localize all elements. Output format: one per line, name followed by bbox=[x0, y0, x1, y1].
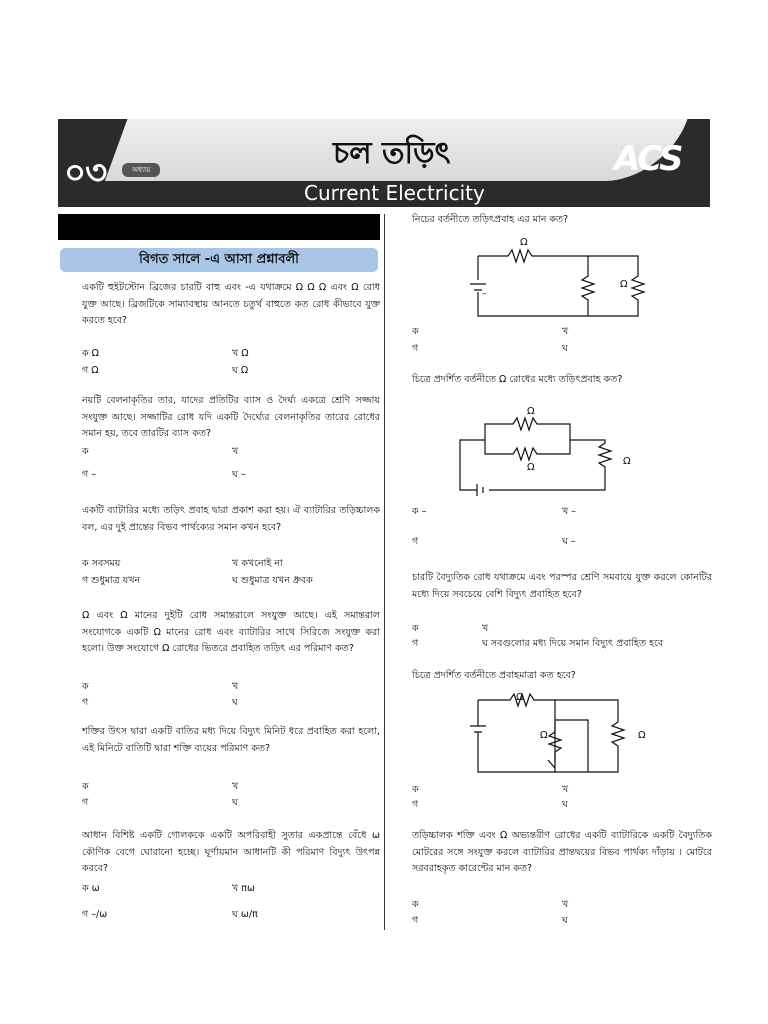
option[interactable]: গ bbox=[82, 797, 89, 808]
option[interactable]: খ bbox=[232, 681, 239, 692]
circuit-diagram-1 bbox=[470, 234, 650, 320]
label: Ω bbox=[638, 730, 646, 741]
option[interactable]: গ bbox=[412, 915, 419, 926]
question-r2: চিত্রে প্রদর্শিত বর্তনীতে Ω রোধের মধ্যে তড়িৎপ্রবাহ কত? bbox=[412, 374, 623, 385]
question-r3: চারটি বৈদ্যুতিক রোধ যথাক্রমে এবং পরস্পর শ্রেণি সমবায়ে যুক্ত করলে কোনটির মধ্যে দিয়ে সবচেয়ে বেশি বিদ্যুৎ প্রবাহিত হবে? bbox=[412, 572, 712, 600]
option[interactable]: ঘ bbox=[232, 797, 238, 808]
question-5: শক্তির উৎস দ্বারা একটি বাতির মধ্য দিয়ে বিদ্যুৎ মিনিট ধরে প্রবাহিত করা হলো, এই মিনিটে বাতিটি দ্বারা শক্তি ব্যয়ের পরিমাণ কত? bbox=[82, 726, 380, 754]
question-4: Ω এবং Ω মানের দুইটি রোধ সমান্তরালে সংযুক্ত আছে। এই সমান্তরাল সংযোগকে একটি Ω মানের রোধ এবং ব্যাটারির সাথে সিরিজে সংযুক্ত করা হলো। উক্ত সংযোগে Ω রোধের ভিতরে প্রবাহিত তড়িৎ এর পরিমাণ কত? bbox=[82, 610, 380, 654]
option[interactable]: ক সবসময় bbox=[82, 558, 121, 569]
circuit-diagram-2 bbox=[455, 402, 645, 498]
option[interactable]: ঘ ω/π bbox=[232, 909, 258, 920]
option[interactable]: ক bbox=[412, 784, 419, 795]
question-2: নয়টি বেলনাকৃতির তার, যাদের প্রতিটির ব্যাস ও দৈর্ঘ্য একত্রে শ্রেণি সজ্জায় সংযুক্ত আছে। সজ্জাটির রোধ যদি একটি দৈর্ঘ্যের বেলনাকৃতির তারের রোধের সমান হয়, তবে তারটির ব্যাস কত? bbox=[82, 395, 380, 439]
chapter-banner bbox=[58, 119, 710, 207]
circuit-diagram-3 bbox=[470, 690, 660, 776]
chapter-number: ০৩ bbox=[64, 153, 107, 193]
option[interactable]: ক ω bbox=[82, 883, 100, 894]
option[interactable]: গ শুধুমাত্র যখন bbox=[82, 575, 141, 586]
option[interactable]: খ bbox=[232, 446, 239, 457]
chapter-title-bn: চল তড়িৎ bbox=[333, 136, 451, 171]
option[interactable]: ক bbox=[412, 899, 419, 910]
option[interactable]: ক bbox=[412, 326, 419, 337]
label: Ω bbox=[527, 462, 535, 473]
option[interactable]: ঘ bbox=[562, 343, 568, 354]
option[interactable]: গ bbox=[412, 536, 419, 547]
option[interactable]: ঘ শুধুমাত্র যখন ধ্রুবক bbox=[232, 575, 313, 586]
black-bar bbox=[58, 214, 380, 240]
chapter-word: অধ্যায় bbox=[122, 163, 160, 177]
label: Ω bbox=[620, 279, 628, 290]
label: – bbox=[482, 289, 487, 299]
option[interactable]: খ Ω bbox=[232, 348, 249, 359]
option[interactable]: গ bbox=[82, 697, 89, 708]
option[interactable]: গ bbox=[412, 343, 419, 354]
option[interactable]: খ bbox=[562, 784, 569, 795]
option[interactable]: খ bbox=[562, 326, 569, 337]
column-divider bbox=[384, 214, 385, 930]
option[interactable]: ক bbox=[82, 681, 89, 692]
label: Ω bbox=[540, 730, 548, 741]
question-r5: তড়িচ্চালক শক্তি এবং Ω অভ্যন্তরীণ রোধের একটি ব্যাটারিকে একটি বৈদ্যুতিক মোটরের সঙ্গে সংযুক্ত করলে ব্যাটারির প্রান্তদ্বয়ের বিভব পার্থক্য দাঁড়ায় । মোটরে সরবরাহকৃত কারেন্টের মান কত? bbox=[412, 830, 712, 874]
question-3: একটি ব্যাটারির মধ্যে তড়িৎ প্রবাহ দ্বারা প্রকাশ করা হয়। ঐ ব্যাটারির তড়িচ্চালক বল, এর দুই প্রান্তের বিভব পার্থক্যের সমান কখন হবে? bbox=[82, 505, 380, 533]
option[interactable]: ক – bbox=[412, 506, 427, 517]
option[interactable]: ক bbox=[82, 446, 89, 457]
option[interactable]: ক bbox=[82, 781, 89, 792]
option[interactable]: ঘ – bbox=[562, 536, 576, 547]
section-title: বিগত সালে -এ আসা প্রশ্নাবলী bbox=[60, 248, 378, 272]
option[interactable]: গ Ω bbox=[82, 365, 99, 376]
question-1: একটি হুইটস্টোন ব্রিজের চারটি বাহু এবং -এ যথাক্রমে Ω Ω Ω এবং Ω রোধ যুক্ত আছে। ব্রিজটিকে সাম্যাবস্থায় আনতে চতুর্থ বাহুতে কত রোধ কীভাবে যুক্ত করতে হবে? bbox=[82, 282, 380, 326]
acs-logo: ACS bbox=[614, 139, 682, 179]
option[interactable]: ঘ bbox=[232, 697, 238, 708]
option[interactable]: ঘ bbox=[562, 799, 568, 810]
option[interactable]: ঘ সবগুলোর মধ্য দিয়ে সমান বিদ্যুৎ প্রবাহিত হবে bbox=[482, 638, 664, 649]
option[interactable]: ঘ – bbox=[232, 469, 246, 480]
label: Ω bbox=[520, 237, 528, 248]
label: Ω bbox=[516, 692, 524, 703]
question-r4: চিত্রে প্রদর্শিত বর্তনীতে প্রবাহমাত্রা কত হবে? bbox=[412, 670, 576, 681]
option[interactable]: খ bbox=[232, 781, 239, 792]
option[interactable]: গ –/ω bbox=[82, 909, 108, 920]
option[interactable]: খ কখনোই না bbox=[232, 558, 283, 569]
label: Ω bbox=[623, 456, 631, 467]
option[interactable]: ঘ bbox=[562, 915, 568, 926]
question-r1: নিচের বর্তনীতে তড়িৎপ্রবাহ এর মান কত? bbox=[412, 214, 569, 225]
option[interactable]: গ – bbox=[82, 469, 96, 480]
option[interactable]: খ – bbox=[562, 506, 577, 517]
option[interactable]: ক bbox=[412, 623, 419, 634]
option[interactable]: ক Ω bbox=[82, 348, 99, 359]
option[interactable]: গ bbox=[412, 638, 419, 649]
option[interactable]: খ bbox=[562, 899, 569, 910]
option[interactable]: ঘ Ω bbox=[232, 365, 249, 376]
label: Ω bbox=[527, 406, 535, 417]
option[interactable]: গ bbox=[412, 799, 419, 810]
option[interactable]: খ bbox=[482, 623, 489, 634]
question-6: আধান বিশিষ্ট একটি গোলককে একটি অপরিবাহী সুতার একপ্রান্তে বেঁধে ω কৌণিক বেগে ঘোরানো হচ্ছে। ঘূর্ণায়মান আধানটি কী পরিমাণ বিদ্যুৎ উৎপন্ন করবে? bbox=[82, 830, 380, 874]
option[interactable]: খ πω bbox=[232, 883, 255, 894]
chapter-title-en: Current Electricity bbox=[304, 181, 485, 205]
